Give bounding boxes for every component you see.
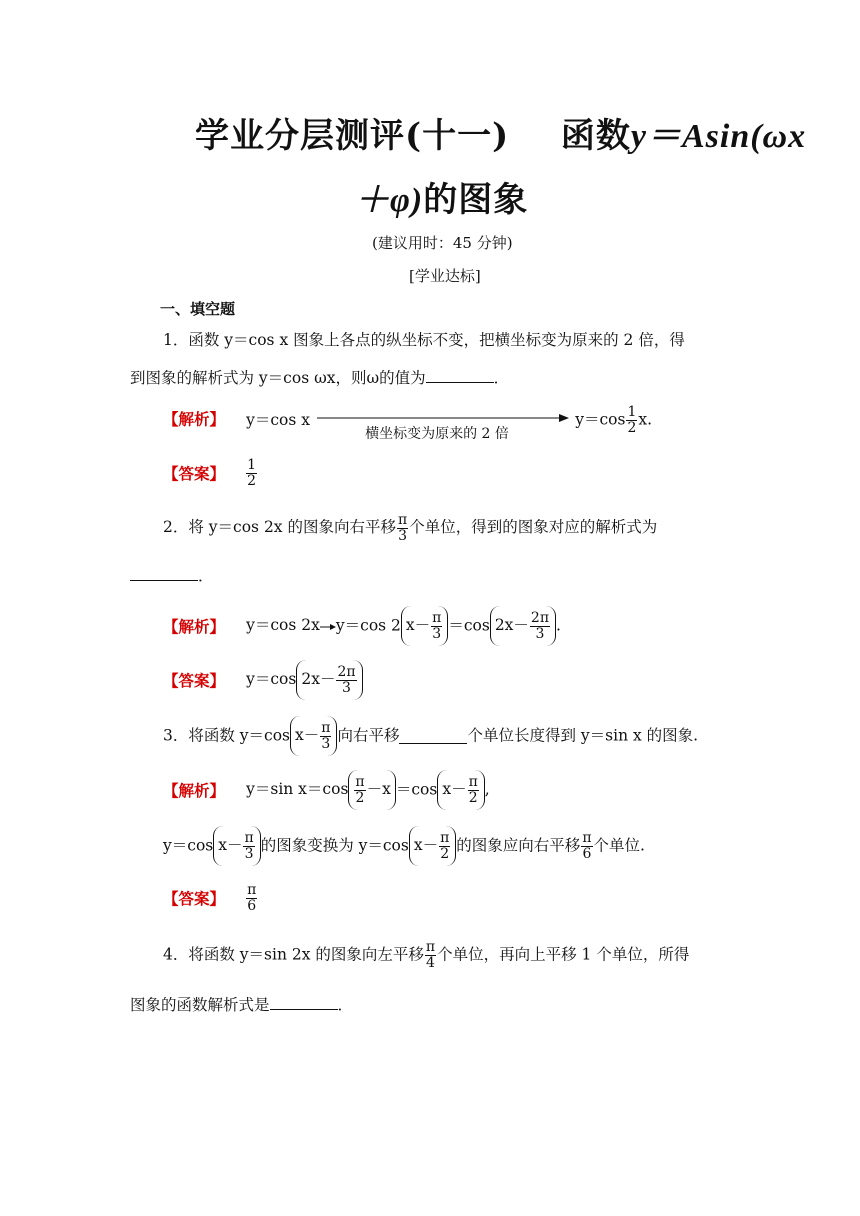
frac-den: 3 (342, 679, 351, 696)
q2-answer (163, 660, 363, 700)
q4-line1-b: 个单位，再向上平移 1 个单位，所得 (437, 945, 690, 964)
q2-analysis-end: . (556, 616, 561, 635)
q3-analysis-paren2 (437, 770, 484, 810)
title-math2: ＋φ) (355, 182, 424, 219)
q4-line1-a: 4．将函数 y＝sin 2x 的图象向左平移 (163, 945, 424, 964)
frac-den: 2 (627, 419, 637, 436)
q3-analysis-paren1 (348, 770, 395, 810)
q3-line1 (163, 716, 698, 756)
q2-line2-end: ． (198, 567, 214, 585)
q3-analysis-end: , (484, 780, 490, 799)
q2-line1-a: 2．将 y＝cos 2x 的图象向右平移 (163, 518, 396, 537)
q1-line2-text: 到图象的解析式为 y＝cos ωx，则ω的值为 (130, 369, 426, 387)
analysis-label: 【解析】 (163, 617, 226, 636)
frac-num: 1 (627, 404, 637, 420)
q4-blank (270, 995, 338, 1010)
q1-analysis-left: y＝cos x (246, 410, 311, 429)
title-tail: 的图象 (423, 180, 529, 220)
paren-text: 2x－ (494, 616, 529, 635)
frac-num: π (425, 939, 436, 955)
frac-den: 2 (468, 789, 478, 806)
q2-analysis-a: y＝cos 2x (246, 616, 320, 635)
frac-den: 4 (426, 954, 435, 971)
paren-text: x－ (405, 616, 431, 635)
q2-analysis-b: y＝cos 2 (335, 616, 401, 635)
page-title-line2 (355, 172, 528, 221)
arrow-icon (320, 617, 336, 636)
q2-paren2 (490, 606, 556, 646)
frac-den: 2 (247, 472, 257, 489)
q3-line2-c: 的图象应向右平移 (456, 836, 581, 855)
q3-line1-c: 个单位长度得到 y＝sin x 的图象. (467, 726, 699, 745)
q3-analysis (163, 770, 490, 810)
q2-line1 (163, 513, 657, 543)
paren-frac (354, 775, 365, 805)
frac-den: 3 (398, 527, 408, 544)
q3-line1-b: 向右平移 (337, 726, 400, 745)
title-fn: 函数 (560, 116, 631, 156)
q2-answer-a: y＝cos (246, 670, 297, 689)
suggested-time: (建议用时：45 分钟) (372, 234, 513, 252)
frac-den: 3 (432, 625, 442, 642)
q4-line2-end: ． (337, 996, 354, 1014)
q1-arrow (315, 410, 570, 443)
frac-den: 3 (321, 735, 331, 752)
q1-analysis-right: y＝cos (575, 410, 626, 429)
paren-text: 2x－ (301, 670, 336, 689)
frac-num: 2π (530, 609, 550, 626)
q1-analysis (163, 404, 653, 443)
frac-den: 3 (244, 845, 254, 862)
q1-arrow-label: 横坐标变为原来的 2 倍 (365, 426, 509, 443)
level-tag: [学业达标] (409, 267, 481, 285)
frac-num: 1 (247, 457, 257, 473)
frac-den: 2 (355, 789, 365, 806)
q3-line2-paren2 (409, 826, 456, 866)
paren-frac (468, 775, 479, 805)
q3-answer-frac (246, 883, 257, 913)
frac-num: π (432, 609, 442, 626)
q3-line2-paren1 (213, 826, 260, 866)
q1-analysis-frac (626, 405, 637, 435)
paren-frac (320, 721, 331, 751)
q2-blank (130, 566, 198, 581)
q4-line2 (130, 995, 353, 1014)
paren-frac (439, 831, 450, 861)
paren-frac (243, 831, 254, 861)
q4-line1-frac (425, 940, 436, 970)
paren-text: x－ (218, 836, 243, 855)
q3-blank (399, 729, 467, 744)
frac-den: 3 (535, 625, 545, 642)
q1-blank (426, 368, 494, 383)
q2-analysis-c: ＝cos (448, 616, 490, 635)
q1-analysis-tail: x. (638, 410, 653, 429)
q2-paren1 (401, 606, 448, 646)
section-heading: 一、填空题 (160, 300, 236, 318)
answer-label: 【答案】 (163, 464, 226, 484)
paren-text: x－ (295, 726, 320, 745)
q3-line1-a: 3．将函数 y＝cos (163, 726, 291, 745)
frac-num: π (355, 773, 365, 790)
q2-analysis (163, 606, 561, 646)
q3-line2-d: 个单位. (593, 836, 645, 855)
q3-analysis-line2 (163, 826, 645, 866)
frac-num: π (582, 829, 592, 846)
q3-line2-b: 的图象变换为 y＝cos (260, 836, 409, 855)
paren-text: x－ (442, 780, 467, 799)
answer-label: 【答案】 (163, 671, 226, 690)
q3-answer (163, 883, 258, 913)
frac-den: 6 (247, 897, 257, 914)
q3-line2-a: y＝cos (163, 836, 214, 855)
analysis-label: 【解析】 (163, 781, 226, 800)
title-math1: y＝Asin(ωx (630, 118, 807, 155)
frac-num: π (247, 882, 257, 898)
paren-text: x－ (413, 836, 439, 855)
q1-line2-end: ． (493, 369, 510, 387)
page-title-line1 (195, 108, 806, 157)
q3-analysis-a: y＝sin x＝cos (246, 780, 349, 799)
q1-line1: 1．函数 y＝cos x 图象上各点的纵坐标不变，把横坐标变为原来的 2 倍，得 (163, 331, 685, 349)
q1-answer (163, 458, 258, 488)
q2-line1-frac (397, 513, 408, 543)
q2-line1-b: 个单位，得到的图象对应的解析式为 (409, 518, 658, 537)
frac-num: π (397, 512, 408, 528)
paren-frac (530, 611, 550, 641)
frac-num: 2π (337, 663, 356, 680)
frac-den: 2 (440, 845, 450, 862)
q3-analysis-b: ＝cos (395, 780, 438, 799)
answer-label: 【答案】 (163, 889, 226, 909)
paren-frac (431, 611, 442, 641)
q3-line2-frac (581, 831, 592, 861)
paren-text: －x (366, 780, 391, 799)
frac-num: π (321, 719, 331, 736)
paren-frac (336, 665, 356, 695)
frac-num: π (440, 829, 450, 846)
analysis-label: 【解析】 (163, 409, 226, 429)
q1-line2 (130, 368, 509, 387)
frac-num: π (244, 829, 254, 846)
title-prefix: 学业分层测评(十一) (195, 116, 510, 156)
q2-answer-paren (296, 660, 362, 700)
q4-line1 (163, 940, 689, 970)
q1-answer-frac (246, 458, 257, 488)
q4-line2-text: 图象的函数解析式是 (130, 996, 270, 1014)
q3-paren (290, 716, 337, 756)
frac-den: 6 (582, 845, 592, 862)
frac-num: π (468, 773, 478, 790)
q2-line2 (130, 566, 214, 585)
